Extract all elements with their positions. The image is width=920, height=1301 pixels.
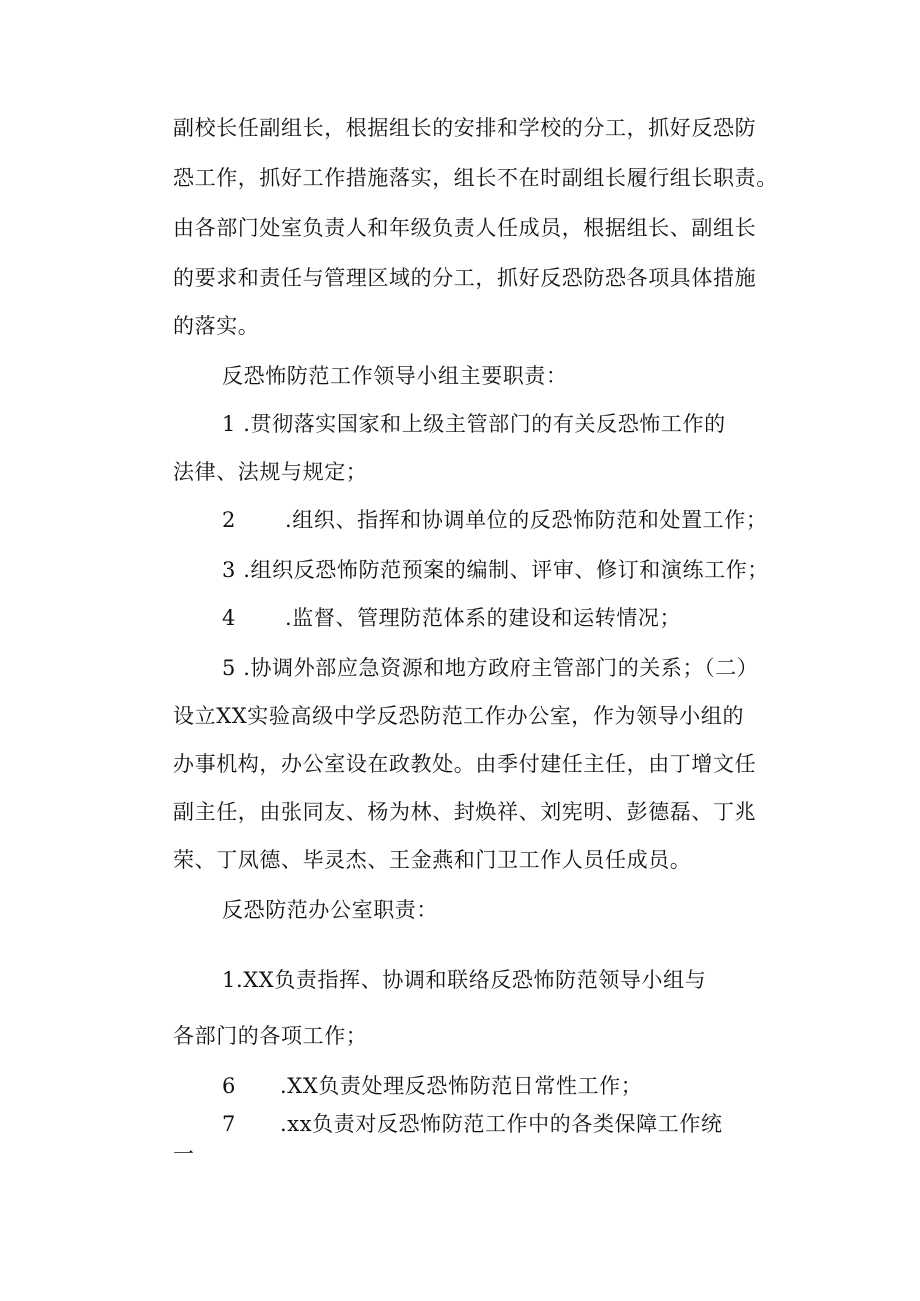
list-item-number: 7	[222, 1112, 236, 1136]
list-item: .组织、指挥和协调单位的反恐怖防范和处置工作；	[285, 508, 768, 532]
list-item: .xx负责对反恐怖防范工作中的各类保障工作统	[280, 1112, 723, 1136]
list-item: 3 .组织反恐怖防范预案的编制、评审、修订和演练工作；	[222, 558, 769, 582]
text-line: 副主任，由张同友、杨为林、封焕祥、刘宪明、彭德磊、丁兆	[173, 800, 757, 824]
text-line: 法律、法规与规定；	[173, 460, 368, 484]
list-item: 5 .协调外部应急资源和地方政府主管部门的关系；（二）	[222, 656, 759, 680]
text-line: 由各部门处室负责人和年级负责人任成员，根据组长、副组长	[173, 216, 757, 240]
text-line: 一	[173, 1142, 195, 1166]
list-item: 1.XX负责指挥、协调和联络反恐怖防范领导小组与	[222, 968, 707, 992]
text-line: 的要求和责任与管理区域的分工，抓好反恐防恐各项具体措施	[173, 266, 757, 290]
section-heading: 反恐怖防范工作领导小组主要职责：	[222, 364, 568, 388]
list-item-number: 6	[222, 1074, 236, 1098]
list-item-number: 2	[222, 508, 236, 532]
section-heading: 反恐防范办公室职责：	[222, 898, 438, 922]
list-item: .XX负责处理反恐怖防范日常性工作；	[280, 1074, 643, 1098]
text-line: 各部门的各项工作；	[173, 1024, 368, 1048]
list-item-number: 4	[222, 606, 236, 630]
text-line: 副校长任副组长，根据组长的安排和学校的分工，抓好反恐防	[173, 116, 757, 140]
text-line: 恐工作，抓好工作措施落实，组长不在时副组长履行组长职责。	[173, 166, 778, 190]
list-item: 1 .贯彻落实国家和上级主管部门的有关反恐怖工作的	[222, 412, 726, 436]
list-item: .监督、管理防范体系的建设和运转情况；	[285, 606, 682, 630]
text-line: 的落实。	[173, 314, 260, 338]
text-line: 办事机构，办公室设在政教处。由季付建任主任，由丁增文任	[173, 752, 757, 776]
text-line: 荣、丁凤德、毕灵杰、王金燕和门卫工作人员任成员。	[173, 848, 692, 872]
text-line: 设立XX实验高级中学反恐防范工作办公室，作为领导小组的	[173, 704, 745, 728]
